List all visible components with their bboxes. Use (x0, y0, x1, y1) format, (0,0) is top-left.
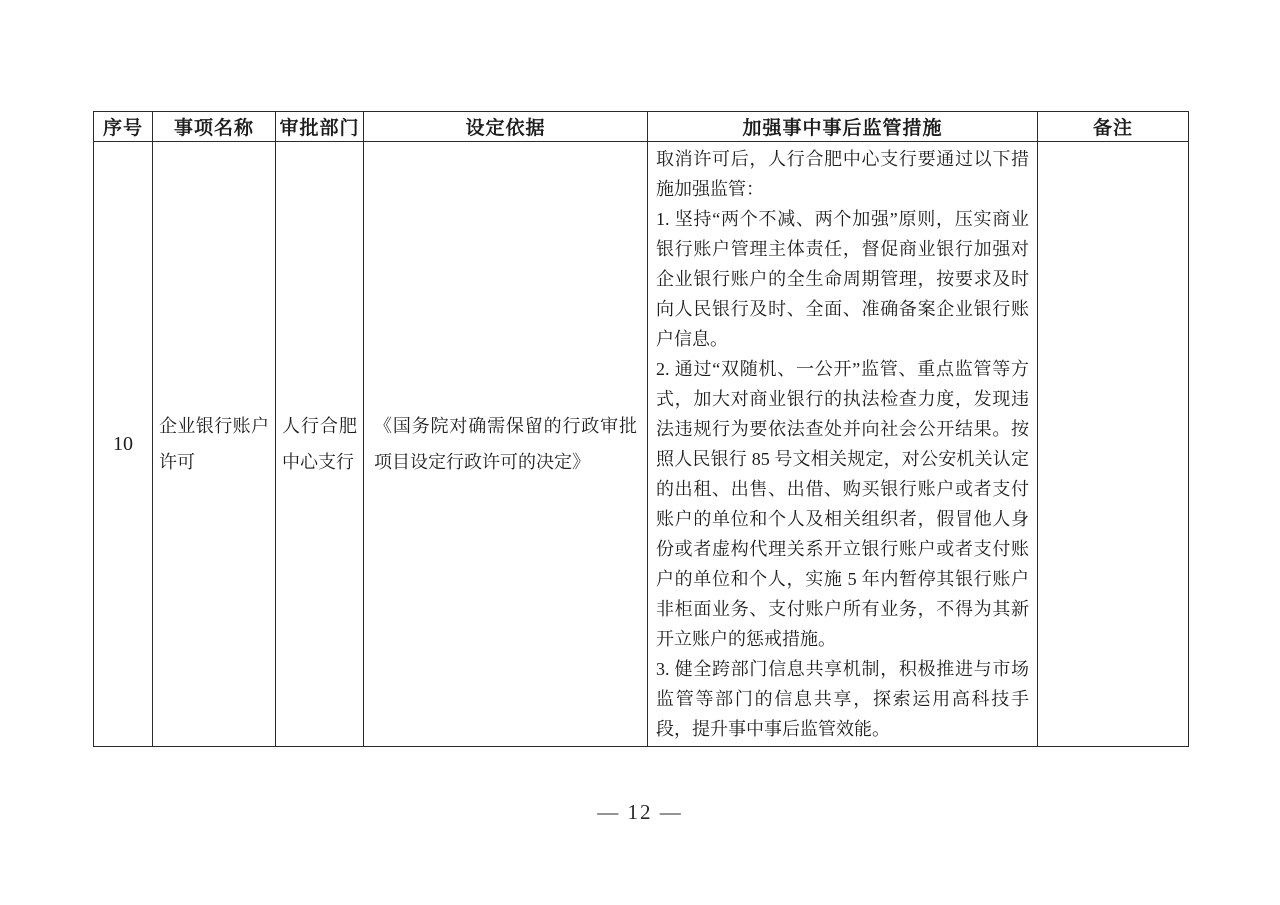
cell-remarks (1038, 142, 1189, 747)
header-item-name: 事项名称 (153, 112, 276, 142)
table-row (94, 142, 1189, 747)
supervision-measure-paragraph: 取消许可后，人行合肥中心支行要通过以下措施加强监管： (656, 149, 1029, 199)
supervision-measure-paragraph: 1. 坚持“两个不减、两个加强”原则，压实商业银行账户管理主体责任，督促商业银行加强对企业银行账户的全生命周期管理，按要求及时向人民银行及时、全面、准确备案企业银行账户信息。 (656, 209, 1029, 349)
supervision-measure-paragraph: 3. 健全跨部门信息共享机制，积极推进与市场监管等部门的信息共享，探索运用高科技手段，提升事中事后监管效能。 (656, 659, 1029, 739)
supervision-measure-paragraph: 2. 通过“双随机、一公开”监管、重点监管等方式，加大对商业银行的执法检查力度，发现违法违规行为要依法查处并向社会公开结果。按照人民银行 85 号文相关规定，对公安机关认定的出租、出售、出借、购买银行账户或者支付账户的单位和个人及相关组织者，假冒他人身份或者虚构代理关系开立银行账户或者支付账户的单位和个人，实施 5 年内暂停其银行账户非柜面业务、支付账户所有业务，不得为其新开立账户的惩戒措施。 (656, 359, 1029, 649)
page-number: — 12 — (597, 800, 683, 824)
cell-serial-number: 10 (94, 142, 153, 747)
header-setting-basis: 设定依据 (364, 112, 648, 142)
cell-item-name: 企业银行账户许可 (153, 142, 276, 747)
header-approval-department: 审批部门 (276, 112, 364, 142)
header-supervision-measures: 加强事中事后监管措施 (648, 112, 1038, 142)
supervision-measures-cell (648, 142, 1038, 747)
regulation-table (93, 111, 1189, 747)
header-serial-number: 序号 (94, 112, 153, 142)
cell-approval-department: 人行合肥中心支行 (276, 142, 364, 747)
table-header-row (94, 112, 1189, 142)
header-remarks: 备注 (1038, 112, 1189, 142)
cell-setting-basis: 《国务院对确需保留的行政审批项目设定行政许可的决定》 (364, 142, 648, 747)
